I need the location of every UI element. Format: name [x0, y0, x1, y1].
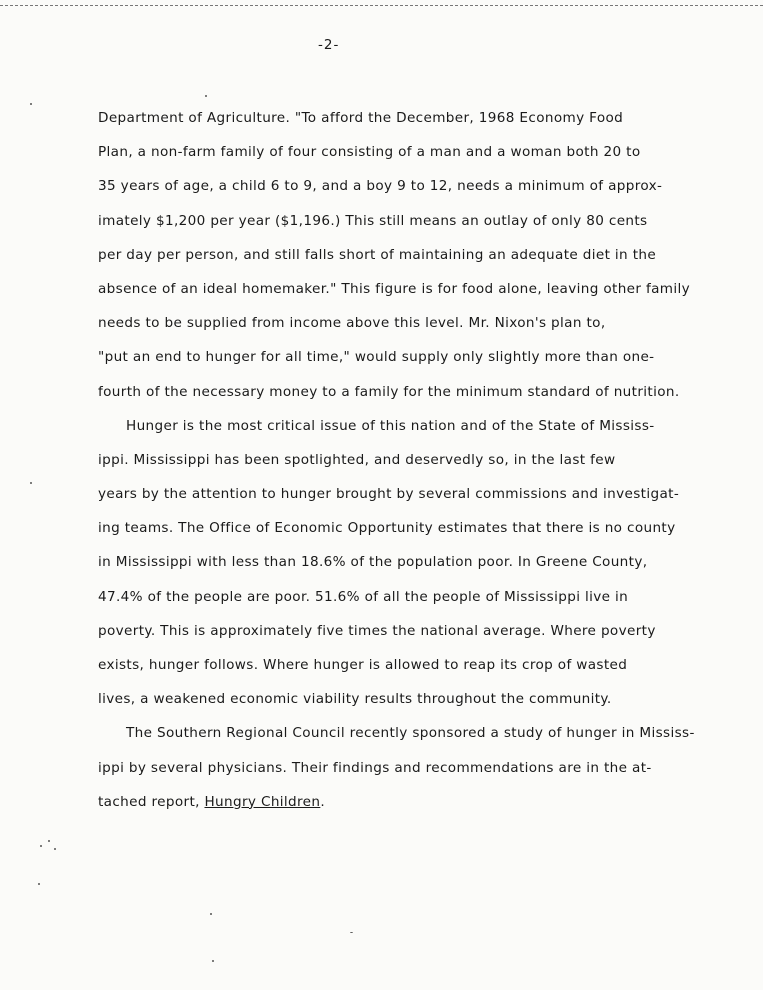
scan-speck — [30, 482, 32, 484]
text-line: Plan, a non-farm family of four consisting of a man and a woman both 20 to — [98, 144, 641, 161]
scan-speck — [40, 845, 42, 847]
scan-speck — [210, 913, 212, 915]
report-title: Hungry Children — [204, 793, 321, 810]
scan-speck — [48, 840, 50, 842]
page-number: -2- — [318, 37, 340, 53]
text-line: "put an end to hunger for all time," would supply only slightly more than one- — [98, 349, 655, 366]
body-text — [98, 104, 728, 822]
scan-speck — [54, 848, 56, 850]
last-line-prefix: tached report, — [98, 793, 205, 810]
scan-speck — [205, 95, 207, 97]
text-line: exists, hunger follows. Where hunger is allowed to reap its crop of wasted — [98, 657, 628, 673]
scan-speck — [212, 960, 214, 962]
scan-speck — [350, 932, 353, 933]
text-line: Department of Agriculture. "To afford the December, 1968 Economy Food — [98, 110, 624, 126]
text-line: 35 years of age, a child 6 to 9, and a boy 9 to 12, needs a minimum of approx- — [98, 178, 663, 195]
scan-speck — [30, 103, 32, 105]
text-line: in Mississippi with less than 18.6% of the population poor. In Greene County, — [98, 554, 648, 571]
paragraph-start-line: Hunger is the most critical issue of this nation and of the State of Mississ- — [126, 417, 655, 434]
top-edge-rule — [0, 5, 763, 6]
text-line: ippi by several physicians. Their findings and recommendations are in the at- — [98, 759, 652, 776]
text-line: per day per person, and still falls short of maintaining an adequate diet in the — [98, 246, 657, 263]
text-line: lives, a weakened economic viability results throughout the community. — [98, 691, 612, 708]
text-line: 47.4% of the people are poor. 51.6% of all the people of Mississippi live in — [98, 588, 629, 605]
text-line: ing teams. The Office of Economic Opportunity estimates that there is no county — [98, 520, 676, 537]
text-line: needs to be supplied from income above this level. Mr. Nixon's plan to, — [98, 315, 606, 332]
text-line: years by the attention to hunger brought by several commissions and investigat- — [98, 486, 680, 503]
text-line: ippi. Mississippi has been spotlighted, and deservedly so, in the last few — [98, 451, 616, 468]
text-line: imately $1,200 per year ($1,196.) This still means an outlay of only 80 cents — [98, 212, 648, 229]
text-line: fourth of the necessary money to a family for the minimum standard of nutrition. — [98, 383, 680, 400]
scan-speck — [38, 883, 40, 885]
last-line-suffix: . — [320, 793, 326, 810]
paragraph-start-line: The Southern Regional Council recently sponsored a study of hunger in Mississ- — [126, 725, 695, 742]
text-line: absence of an ideal homemaker." This figure is for food alone, leaving other family — [98, 280, 691, 297]
text-line: poverty. This is approximately five times the national average. Where poverty — [98, 622, 656, 639]
text-line-last — [98, 788, 728, 822]
